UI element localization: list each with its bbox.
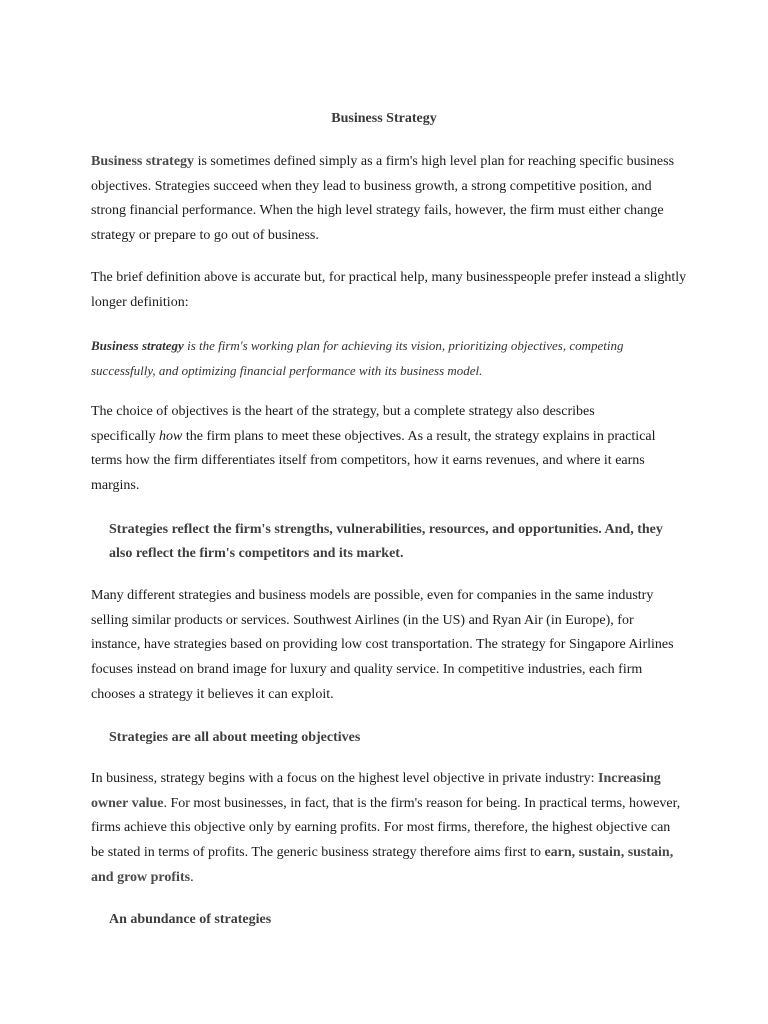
paragraph-intro: [91, 150, 691, 249]
text-line: . For most businesses, in fact, that is the firm's reason for being. In practical terms, however,: [163, 795, 681, 811]
text-line: be stated in terms of profits. The generic business strategy therefore aims first to: [91, 845, 545, 861]
text-line: is the firm's working plan for achieving its vision, prioritizing objectives, competing: [183, 338, 624, 353]
text-line: specifically: [91, 428, 160, 444]
text-line: Strategies reflect the firm's strengths, vulnerabilities, resources, and opportunities. And, they: [109, 522, 663, 537]
text-line: successfully, and optimizing financial performance with its business model.: [91, 363, 483, 378]
text-line: the firm plans to meet these objectives. As a result, the strategy explains in practical: [182, 428, 656, 444]
text-line: is sometimes defined simply as a firm's high level plan for reaching specific business: [194, 154, 675, 169]
text-line: strategy or prepare to go out of business.: [91, 228, 319, 244]
text-line: longer definition:: [91, 294, 189, 310]
text-line: .: [190, 869, 194, 885]
text-line: selling similar products or services. Southwest Airlines (in the US) and Ryan Air (in Europe), for: [91, 612, 634, 628]
text-line: The choice of objectives is the heart of the strategy, but a complete strategy also describes: [91, 404, 595, 419]
text-line: The brief definition above is accurate but, for practical help, many businesspeople prefer instead a slightly: [91, 270, 687, 285]
paragraph-different-strategies: [91, 584, 691, 708]
paragraph-owner-value: [91, 767, 691, 891]
bold-text: Increasing: [598, 771, 661, 786]
bold-text: and grow profits: [91, 869, 191, 885]
paragraph-objectives: [91, 400, 691, 499]
text-line: strong financial performance. When the high level strategy fails, however, the firm must either change: [91, 203, 664, 219]
section-heading-abundance: An abundance of strategies: [109, 912, 272, 927]
text-line: chooses a strategy it believes it can exploit.: [91, 686, 334, 702]
text-line: In business, strategy begins with a focus on the highest level objective in private industry:: [91, 771, 599, 786]
bold-text: earn, sustain, sustain,: [544, 845, 674, 861]
text-line: margins.: [91, 478, 140, 494]
term-business-strategy-italic: Business strategy: [91, 338, 184, 353]
section-heading-objectives: Strategies are all about meeting objectives: [109, 730, 361, 745]
emphasis-how: how: [159, 428, 183, 444]
bold-text: owner value: [91, 795, 164, 811]
text-line: also reflect the firm's competitors and its market.: [109, 546, 404, 561]
term-business-strategy: Business strategy: [91, 154, 195, 169]
text-line: focuses instead on brand image for luxury and quality service. In competitive industries, each firm: [91, 662, 643, 678]
text-line: firms achieve this objective only by earning profits. For most firms, therefore, the highest objective can: [91, 820, 671, 836]
text-line: objectives. Strategies succeed when they lead to business growth, a strong competitive position, and: [91, 178, 652, 194]
text-line: terms how the firm differentiates itself from competitors, how it earns revenues, and where it earns: [91, 453, 645, 469]
paragraph-brief-definition: [91, 266, 691, 315]
highlight-quote: [109, 518, 679, 566]
text-line: Many different strategies and business models are possible, even for companies in the same industry: [91, 588, 654, 603]
text-line: instance, have strategies based on providing low cost transportation. The strategy for Singapore Airlines: [91, 637, 674, 653]
definition-paragraph: [91, 333, 691, 383]
document-title: Business Strategy: [331, 111, 437, 126]
